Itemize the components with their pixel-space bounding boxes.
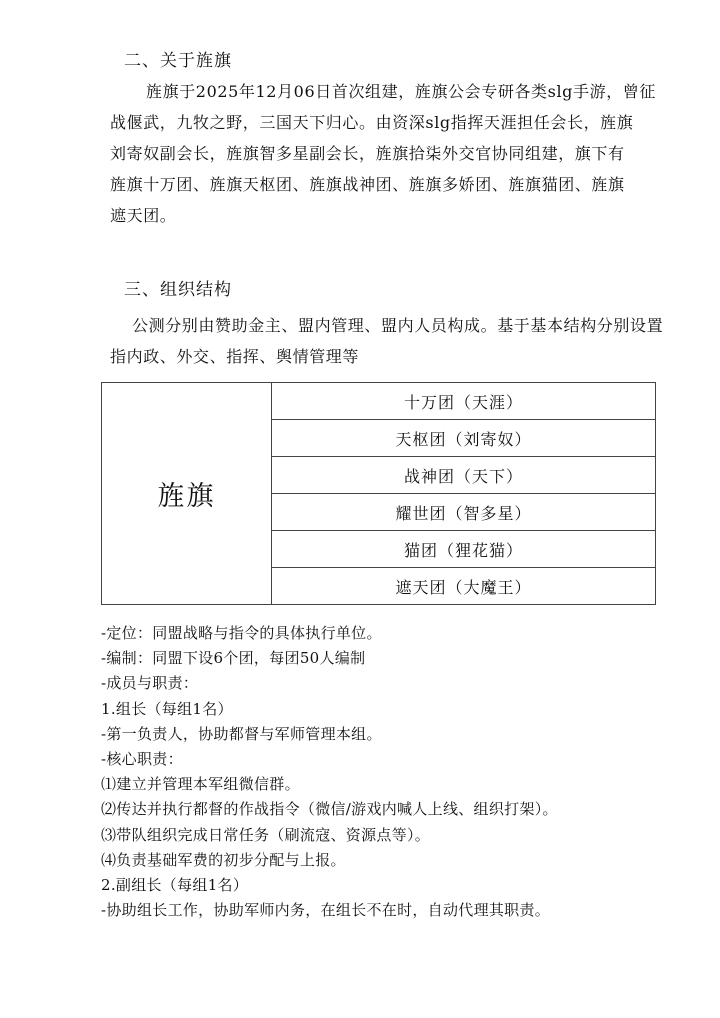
unit-cell: 天枢团（刘寄奴） [272, 420, 656, 457]
group-name-cell: 旌旗 [102, 383, 272, 605]
unit-cell: 十万团（天涯） [272, 383, 656, 420]
list-item: -核心职责： [101, 750, 183, 769]
paragraph-line: 旌旗十万团、旌旗天枢团、旌旗战神团、旌旗多娇团、旌旗猫团、旌旗 [110, 175, 625, 194]
section3-heading: 三、组织结构 [124, 280, 232, 300]
org-structure-table [101, 382, 656, 605]
list-item: -编制：同盟下设6个团，每团50人编制 [101, 649, 366, 668]
paragraph-line: 遮天团。 [110, 206, 177, 225]
table-row [102, 383, 656, 420]
unit-cell: 遮天团（大魔王） [272, 568, 656, 605]
unit-cell: 耀世团（智多星） [272, 494, 656, 531]
list-item: ⑵传达并执行都督的作战指令（微信/游戏内喊人上线、组织打架）。 [101, 800, 558, 819]
list-item: -第一负责人，协助都督与军师管理本组。 [101, 724, 382, 743]
list-item: -协助组长工作，协助军师内务，在组长不在时，自动代理其职责。 [101, 901, 551, 920]
section2-heading: 二、关于旌旗 [124, 51, 232, 71]
list-item: 2.副组长（每组1名） [101, 876, 249, 895]
list-item: ⑶带队组织完成日常任务（刷流寇、资源点等）。 [101, 825, 431, 844]
unit-cell: 战神团（天下） [272, 457, 656, 494]
section2-paragraph [110, 76, 655, 231]
list-item: 1.组长（每组1名） [101, 699, 233, 718]
paragraph-line: 指内政、外交、指挥、舆情管理等 [110, 347, 360, 366]
paragraph-line: 刘寄奴副会长，旌旗智多星副会长，旌旗拾柒外交官协同组建，旗下有 [110, 144, 625, 163]
list-item: ⑷负责基础军费的初步分配与上报。 [101, 850, 346, 869]
paragraph-line: 战偃武，九牧之野，三国天下归心。由资深slg指挥天涯担任会长，旌旗 [110, 113, 634, 132]
paragraph-line: 公测分别由赞助金主、盟内管理、盟内人员构成。基于基本结构分别设置 [132, 316, 664, 335]
paragraph-line: 旌旗于2025年12月06日首次组建，旌旗公会专研各类slg手游，曾征 [146, 82, 657, 101]
section3-paragraph [110, 310, 664, 372]
unit-cell: 猫团（狸花猫） [272, 531, 656, 568]
list-item: -定位：同盟战略与指令的具体执行单位。 [101, 624, 382, 642]
list-item: ⑴建立并管理本军组微信群。 [101, 775, 300, 794]
list-item: -成员与职责： [101, 674, 199, 693]
notes-list [101, 621, 681, 923]
